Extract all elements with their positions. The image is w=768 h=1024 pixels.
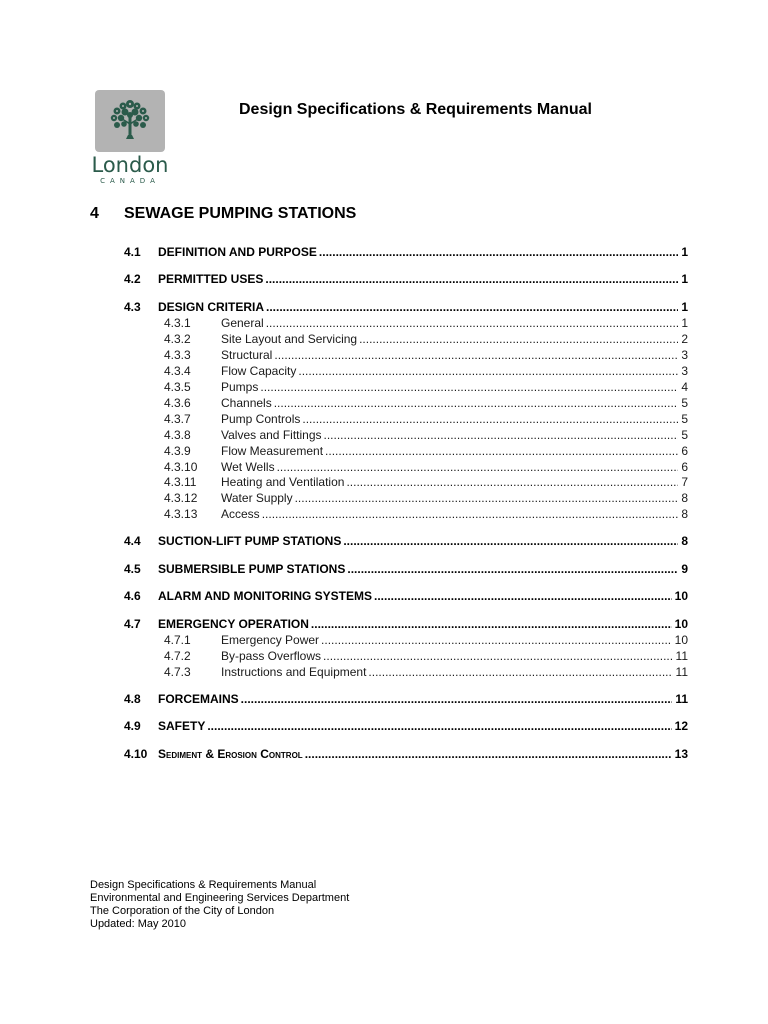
logo-badge [95,90,165,152]
toc-entry-number: 4.10 [124,747,148,761]
toc-entry-number: 4.7.3 [164,665,191,679]
toc-section-entry [124,746,688,762]
toc-entry-title: PERMITTED USES [158,272,264,286]
toc-entry-title: Flow Measurement [221,444,324,458]
toc-entry-title: By-pass Overflows [221,649,322,663]
page-footer [90,879,349,931]
toc-entry-title: Flow Capacity [221,364,297,378]
toc-entry-page: 10 [674,589,688,603]
toc-dot-leader [347,561,678,577]
toc-entry-number: 4.3.8 [164,428,191,442]
toc-entry-title: General [221,316,264,330]
toc-dot-leader [305,746,672,762]
toc-entry-page: 8 [681,507,688,521]
toc-subsection-entry [124,632,688,648]
toc-section-entry [124,588,688,604]
toc-entry-page: 1 [681,316,688,330]
toc-dot-leader [311,616,672,632]
toc-entry-number: 4.3.7 [164,412,191,426]
toc-entry-page: 3 [681,348,688,362]
toc-subsection-entry [124,363,688,379]
toc-subsection-entry [124,664,688,680]
toc-subsection-entry [124,347,688,363]
toc-subsection-entry [124,506,688,522]
toc-entry-page: 5 [681,412,688,426]
tree-icon [104,95,156,147]
toc-entry-page: 6 [681,444,688,458]
toc-subsection-entry [124,490,688,506]
toc-entry-page: 5 [681,396,688,410]
chapter-number: 4 [90,205,99,222]
toc-section-entry [124,718,688,734]
toc-entry-title: Pump Controls [221,412,301,426]
toc-dot-leader [319,244,678,260]
toc-dot-leader [323,648,673,664]
toc-entry-page: 11 [675,649,688,663]
toc-entry-title: DEFINITION AND PURPOSE [158,245,317,259]
footer-manual-title: Design Specifications & Requirements Manual [90,879,317,891]
toc-entry-page: 1 [681,245,688,259]
toc-entry-number: 4.3.3 [164,348,191,362]
toc-dot-leader [266,315,679,331]
toc-entry-number: 4.3.4 [164,364,191,378]
logo-name: London [91,153,169,177]
toc-entry-number: 4.3 [124,300,141,314]
toc-entry-number: 4.3.5 [164,380,191,394]
toc-entry-title: Valves and Fittings [221,428,322,442]
toc-dot-leader [260,379,678,395]
chapter-heading [90,205,356,223]
toc-entry-title: SAFETY [158,719,206,733]
toc-entry-title: SUCTION-LIFT PUMP STATIONS [158,534,342,548]
toc-entry-title: Structural [221,348,273,362]
toc-entry-page: 10 [674,633,688,647]
toc-entry-number: 4.9 [124,719,141,733]
toc-entry-title: DESIGN CRITERIA [158,300,265,314]
toc-entry-number: 4.3.12 [164,491,198,505]
toc-entry-title: Water Supply [221,491,293,505]
toc-entry-page: 2 [681,332,688,346]
toc-entry-number: 4.6 [124,589,141,603]
toc-section-entry [124,561,688,577]
toc-entry-title: Access [221,507,260,521]
toc-entry-number: 4.7.1 [164,633,191,647]
toc-subsection-entry [124,379,688,395]
toc-dot-leader [325,443,678,459]
toc-entry-page: 8 [681,491,688,505]
toc-dot-leader [302,411,678,427]
toc-entry-title: Site Layout and Servicing [221,332,358,346]
toc-entry-page: 12 [674,719,688,733]
toc-section-entry [124,616,688,632]
toc-entry-title: Wet Wells [221,460,275,474]
toc-entry-title: FORCEMAINS [158,692,239,706]
toc-entry-number: 4.4 [124,534,141,548]
toc-entry-page: 6 [681,460,688,474]
toc-dot-leader [207,718,671,734]
toc-subsection-entry [124,459,688,475]
toc-entry-page: 9 [681,562,688,576]
toc-entry-page: 13 [674,747,688,761]
toc-entry-page: 1 [681,272,688,286]
toc-entry-number: 4.1 [124,245,141,259]
toc-dot-leader [274,347,678,363]
chapter-title: SEWAGE PUMPING STATIONS [124,205,357,222]
toc-entry-page: 4 [681,380,688,394]
toc-dot-leader [324,427,679,443]
toc-entry-title: Instructions and Equipment [221,665,367,679]
toc-dot-leader [295,490,679,506]
toc-entry-page: 1 [681,300,688,314]
toc-subsection-entry [124,411,688,427]
toc-dot-leader [265,271,678,287]
toc-entry-title: Pumps [221,380,259,394]
toc-section-entry [124,244,688,260]
toc-entry-number: 4.3.6 [164,396,191,410]
footer-department: Environmental and Engineering Services Department [90,892,350,904]
toc-entry-number: 4.7.2 [164,649,191,663]
toc-subsection-entry [124,648,688,664]
toc-subsection-entry [124,427,688,443]
toc-dot-leader [368,664,672,680]
toc-entry-number: 4.3.11 [164,475,197,489]
logo-country: CANADA [100,177,160,185]
toc-entry-number: 4.3.10 [164,460,198,474]
toc-section-entry [124,533,688,549]
toc-entry-number: 4.3.2 [164,332,191,346]
footer-corporation: The Corporation of the City of London [90,905,275,917]
toc-entry-title: Channels [221,396,272,410]
toc-dot-leader [343,533,678,549]
toc-entry-number: 4.3.1 [164,316,191,330]
toc-dot-leader [277,459,679,475]
toc-entry-number: 4.3.9 [164,444,191,458]
toc-entry-number: 4.8 [124,692,141,706]
toc-entry-page: 11 [675,665,688,679]
toc-entry-title: Heating and Ventilation [221,475,345,489]
toc-entry-page: 10 [674,617,688,631]
toc-subsection-entry [124,315,688,331]
toc-section-entry [124,691,688,707]
toc-dot-leader [266,299,678,315]
toc-dot-leader [262,506,679,522]
toc-entry-number: 4.2 [124,272,141,286]
toc-entry-page: 8 [681,534,688,548]
toc-subsection-entry [124,474,688,490]
toc-dot-leader [359,331,678,347]
toc-entry-title: Sediment & Erosion Control [158,747,303,761]
toc-entry-page: 3 [681,364,688,378]
toc-entry-number: 4.7 [124,617,141,631]
toc-subsection-entry [124,443,688,459]
toc-entry-title: ALARM AND MONITORING SYSTEMS [158,589,373,603]
toc-entry-page: 7 [681,475,688,489]
toc-dot-leader [274,395,679,411]
toc-entry-number: 4.3.13 [164,507,198,521]
toc-dot-leader [298,363,678,379]
toc-entry-title: Emergency Power [221,633,320,647]
toc-dot-leader [321,632,672,648]
toc-subsection-entry [124,395,688,411]
toc-entry-number: 4.5 [124,562,141,576]
london-logo [90,88,170,188]
toc-entry-title: EMERGENCY OPERATION [158,617,309,631]
toc-entry-title: SUBMERSIBLE PUMP STATIONS [158,562,346,576]
toc-entry-page: 11 [675,692,688,706]
toc-section-entry [124,271,688,287]
toc-dot-leader [346,474,678,490]
toc-subsection-entry [124,331,688,347]
toc-section-entry [124,299,688,315]
document-title: Design Specifications & Requirements Manual [239,101,592,118]
footer-updated: Updated: May 2010 [90,918,187,930]
toc-dot-leader [241,691,673,707]
toc-entry-page: 5 [681,428,688,442]
toc-dot-leader [374,588,672,604]
